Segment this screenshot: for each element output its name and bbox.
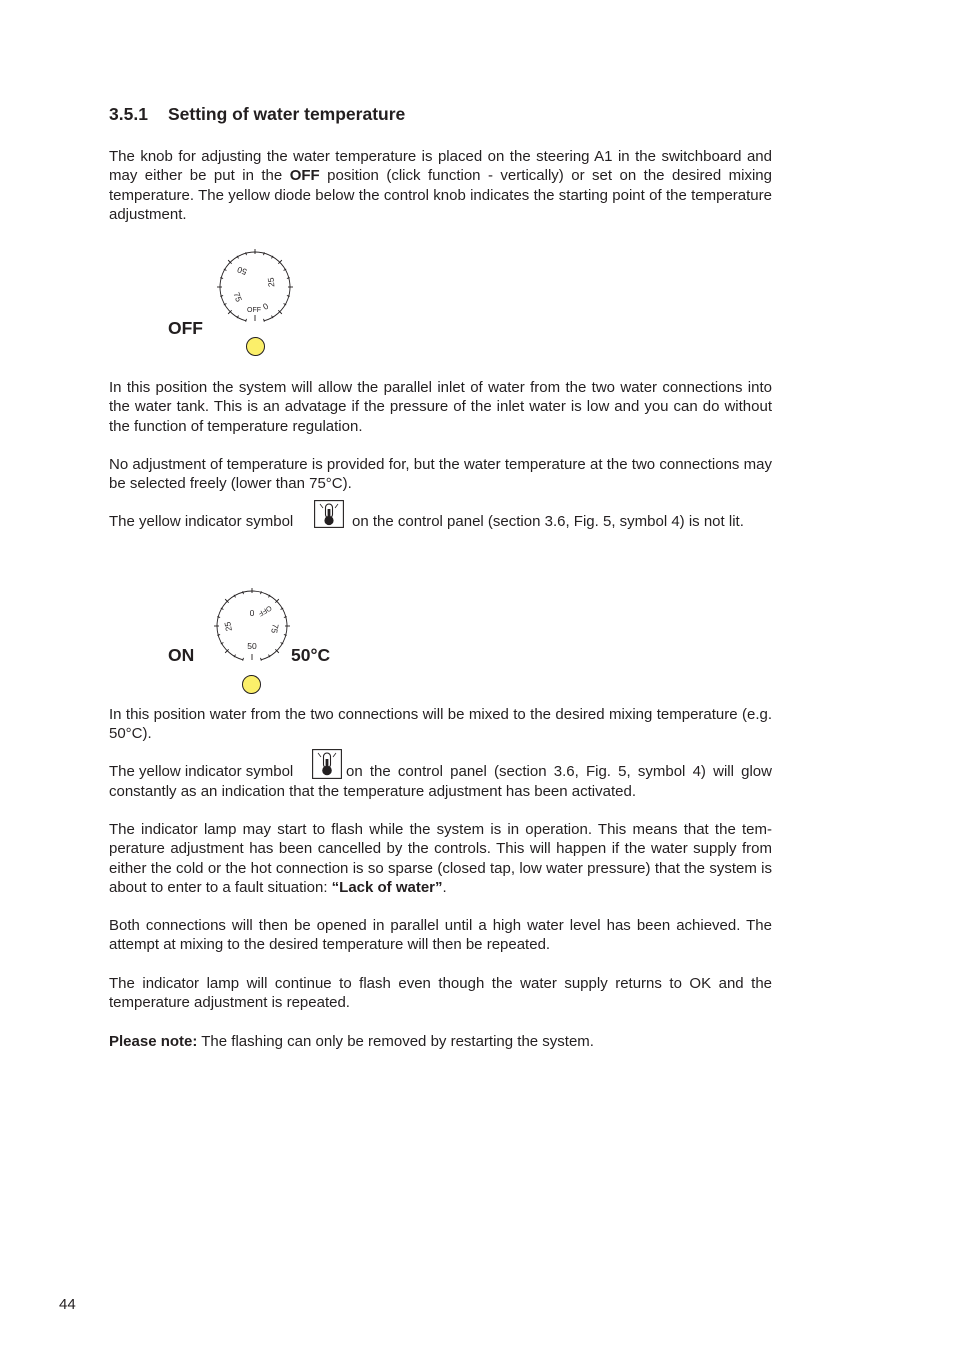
temperature-50-label: 50°C xyxy=(291,645,331,665)
parallel-paragraph: Both connections will then be opened in parallel until a high water level has been achieved. The attempt at mixing to the desired temperature will then be repeated. xyxy=(109,917,772,954)
on-position-paragraph: In this position water from the two connections will be mixed to the desired mixing temperature (e.g. 50°C). xyxy=(109,706,772,743)
flash-bold-lack-of-water: “Lack of water” xyxy=(331,878,443,896)
off-temperature-dial xyxy=(214,246,296,328)
intro-bold-off: OFF xyxy=(289,167,320,185)
yellow-indicator-lamp xyxy=(242,675,261,694)
dial-scale-label: 75 xyxy=(269,622,281,635)
flash-text: The indicator lamp may start to flash while the system is in operation. This means that the tem-perature adjustment has been cancelled by the controls. This will happen if the water supply from either the cold or the hot connection is so sparse (closed tap, low water pressure) that the system is about to enter to a fault situation: xyxy=(109,821,772,896)
intro-text-part-1: The knob for adjusting the water temperature is placed on the steering A1 in the switchboard and may either be put in the xyxy=(109,148,772,185)
indicator-on-text-before: The yellow indicator symbol xyxy=(109,763,294,780)
note-text: The flashing can only be removed by restarting the system. xyxy=(197,1033,594,1050)
dial-scale-label: 75 xyxy=(231,290,245,304)
section-heading xyxy=(109,104,405,125)
off-label: OFF xyxy=(168,318,203,338)
indicator-off-text-after: on the control panel (section 3.6, Fig. 5, symbol 4) is not lit. xyxy=(352,513,744,530)
section-title: Setting of water temperature xyxy=(168,104,406,124)
dial-scale-label: 25 xyxy=(222,620,234,633)
yellow-indicator-lamp xyxy=(246,337,265,356)
on-temperature-dial xyxy=(211,585,293,667)
off-position-paragraph: In this position the system will allow the parallel inlet of water from the two water connections into the water tank. This is an advatage if the pressure of the inlet water is low and you can do without the function of temperature regulation. xyxy=(109,379,772,435)
indicator-on-text-line2: constantly as an indication that the temperature adjustment has been activated. xyxy=(109,783,636,800)
indicator-on-text-after: on the control panel (section 3.6, Fig. 5, symbol 4) will glow xyxy=(346,763,772,780)
no-adjustment-paragraph: No adjustment of temperature is provided for, but the water temperature at the two connections may be selected freely (lower than 75°C). xyxy=(109,456,772,493)
dial-scale-label: 50 xyxy=(235,264,249,278)
dial-scale-label: 0 xyxy=(249,608,255,618)
section-number: 3.5.1 xyxy=(109,104,148,124)
note-bold-label: Please note: xyxy=(109,1033,198,1050)
flash-paragraph xyxy=(109,820,772,897)
thermometer-icon xyxy=(312,749,342,779)
page-number: 44 xyxy=(59,1296,76,1313)
flash-text-end: . xyxy=(442,878,447,896)
dial-scale-label: OFF xyxy=(256,603,273,617)
dial-scale-label: 0 xyxy=(260,300,271,312)
intro-paragraph xyxy=(109,147,772,224)
dial-scale-label: OFF xyxy=(247,307,261,314)
on-label: ON xyxy=(168,645,195,665)
note-paragraph xyxy=(109,1032,772,1051)
dial-scale-label: 50 xyxy=(247,641,257,651)
thermometer-icon xyxy=(314,500,344,528)
indicator-off-text-before: The yellow indicator symbol xyxy=(109,513,294,530)
dial-scale-label: 25 xyxy=(265,277,277,288)
intro-text-part-2: position (click function - vertically) or set on the desired mixing temperature. The yellow diode below the control knob indicates the starting point of the temperature adjustment. xyxy=(109,167,772,223)
continue-paragraph: The indicator lamp will continue to flash even though the water supply returns to OK and the temperature adjustment is repeated. xyxy=(109,975,772,1012)
